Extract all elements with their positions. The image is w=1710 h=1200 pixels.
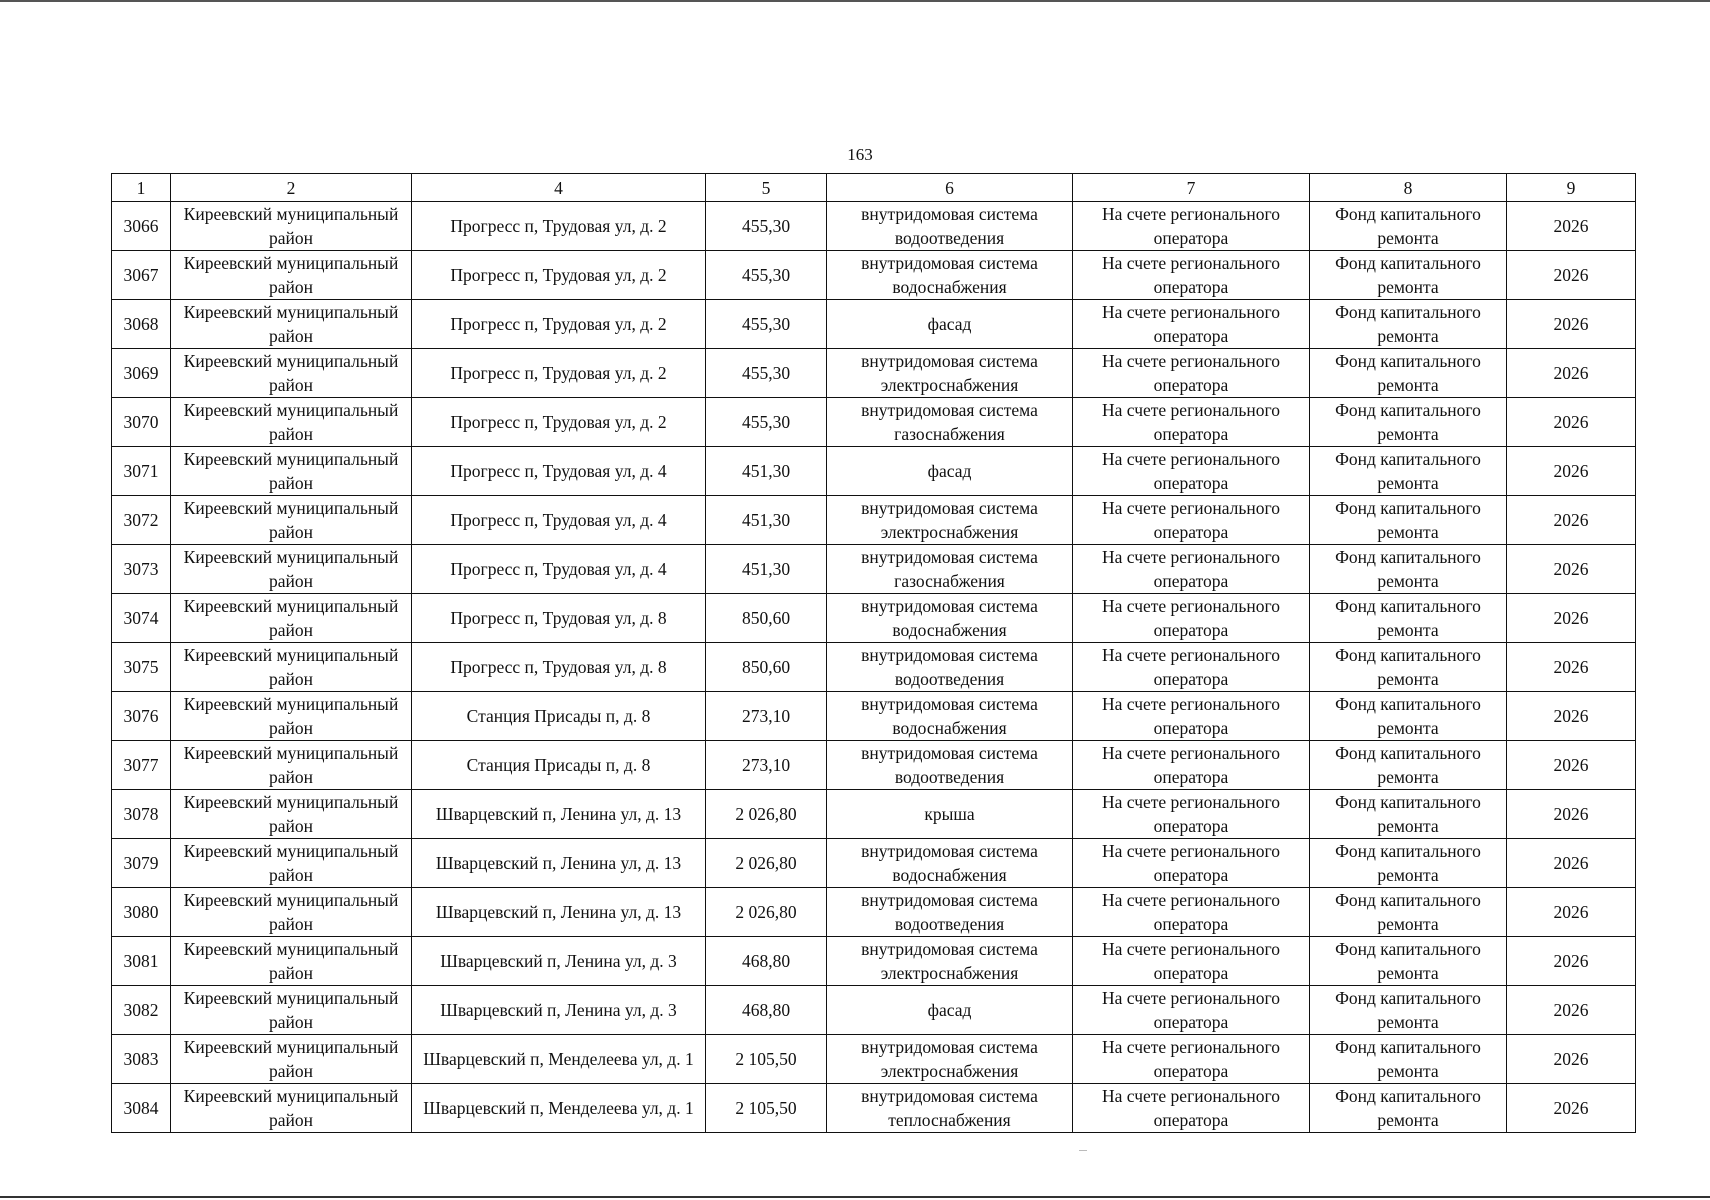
fund-location-cell: На счете регионального оператора xyxy=(1073,594,1310,643)
area-cell: 273,10 xyxy=(706,741,827,790)
table-row xyxy=(112,1084,1636,1133)
row-number-cell: 3076 xyxy=(112,692,171,741)
work-type-cell: внутридомовая система газоснабжения xyxy=(827,398,1073,447)
year-cell: 2026 xyxy=(1507,790,1636,839)
area-cell: 2 105,50 xyxy=(706,1084,827,1133)
district-cell: Киреевский муниципальный район xyxy=(171,594,412,643)
area-cell: 455,30 xyxy=(706,300,827,349)
fund-location-cell: На счете регионального оператора xyxy=(1073,643,1310,692)
row-number-cell: 3069 xyxy=(112,349,171,398)
funding-source-cell: Фонд капитального ремонта xyxy=(1310,202,1507,251)
year-cell: 2026 xyxy=(1507,447,1636,496)
header-cell: 9 xyxy=(1507,174,1636,202)
row-number-cell: 3067 xyxy=(112,251,171,300)
fund-location-cell: На счете регионального оператора xyxy=(1073,692,1310,741)
funding-source-cell: Фонд капитального ремонта xyxy=(1310,447,1507,496)
funding-source-cell: Фонд капитального ремонта xyxy=(1310,398,1507,447)
district-cell: Киреевский муниципальный район xyxy=(171,202,412,251)
fund-location-cell: На счете регионального оператора xyxy=(1073,888,1310,937)
year-cell: 2026 xyxy=(1507,692,1636,741)
work-type-cell: внутридомовая система водоснабжения xyxy=(827,692,1073,741)
table-row xyxy=(112,594,1636,643)
row-number-cell: 3073 xyxy=(112,545,171,594)
work-type-cell: внутридомовая система электроснабжения xyxy=(827,496,1073,545)
area-cell: 451,30 xyxy=(706,447,827,496)
row-number-cell: 3072 xyxy=(112,496,171,545)
area-cell: 2 105,50 xyxy=(706,1035,827,1084)
area-cell: 2 026,80 xyxy=(706,888,827,937)
fund-location-cell: На счете регионального оператора xyxy=(1073,447,1310,496)
funding-source-cell: Фонд капитального ремонта xyxy=(1310,888,1507,937)
district-cell: Киреевский муниципальный район xyxy=(171,692,412,741)
table-row xyxy=(112,692,1636,741)
work-type-cell: внутридомовая система водоснабжения xyxy=(827,839,1073,888)
address-cell: Прогресс п, Трудовая ул, д. 2 xyxy=(412,398,706,447)
address-cell: Прогресс п, Трудовая ул, д. 2 xyxy=(412,202,706,251)
funding-source-cell: Фонд капитального ремонта xyxy=(1310,790,1507,839)
address-cell: Шварцевский п, Менделеева ул, д. 1 xyxy=(412,1035,706,1084)
address-cell: Прогресс п, Трудовая ул, д. 4 xyxy=(412,447,706,496)
address-cell: Станция Присады п, д. 8 xyxy=(412,741,706,790)
address-cell: Шварцевский п, Менделеева ул, д. 1 xyxy=(412,1084,706,1133)
work-type-cell: внутридомовая система водоснабжения xyxy=(827,251,1073,300)
header-cell: 6 xyxy=(827,174,1073,202)
funding-source-cell: Фонд капитального ремонта xyxy=(1310,300,1507,349)
row-number-cell: 3082 xyxy=(112,986,171,1035)
header-cell: 7 xyxy=(1073,174,1310,202)
district-cell: Киреевский муниципальный район xyxy=(171,300,412,349)
header-cell: 1 xyxy=(112,174,171,202)
work-type-cell: внутридомовая система электроснабжения xyxy=(827,1035,1073,1084)
fund-location-cell: На счете регионального оператора xyxy=(1073,790,1310,839)
scan-bottom-edge xyxy=(0,1196,1710,1198)
year-cell: 2026 xyxy=(1507,741,1636,790)
work-type-cell: фасад xyxy=(827,300,1073,349)
work-type-cell: внутридомовая система водоотведения xyxy=(827,643,1073,692)
funding-source-cell: Фонд капитального ремонта xyxy=(1310,692,1507,741)
table-row xyxy=(112,447,1636,496)
funding-source-cell: Фонд капитального ремонта xyxy=(1310,594,1507,643)
work-type-cell: внутридомовая система электроснабжения xyxy=(827,349,1073,398)
funding-source-cell: Фонд капитального ремонта xyxy=(1310,1035,1507,1084)
address-cell: Шварцевский п, Ленина ул, д. 13 xyxy=(412,839,706,888)
address-cell: Прогресс п, Трудовая ул, д. 2 xyxy=(412,251,706,300)
area-cell: 2 026,80 xyxy=(706,790,827,839)
scan-artifact xyxy=(1079,1150,1087,1151)
district-cell: Киреевский муниципальный район xyxy=(171,986,412,1035)
row-number-cell: 3080 xyxy=(112,888,171,937)
work-type-cell: фасад xyxy=(827,986,1073,1035)
header-cell: 8 xyxy=(1310,174,1507,202)
address-cell: Шварцевский п, Ленина ул, д. 3 xyxy=(412,937,706,986)
year-cell: 2026 xyxy=(1507,888,1636,937)
header-row xyxy=(112,174,1636,202)
year-cell: 2026 xyxy=(1507,937,1636,986)
work-type-cell: внутридомовая система газоснабжения xyxy=(827,545,1073,594)
header-cell: 5 xyxy=(706,174,827,202)
row-number-cell: 3075 xyxy=(112,643,171,692)
page-number: 163 xyxy=(847,145,873,164)
funding-source-cell: Фонд капитального ремонта xyxy=(1310,839,1507,888)
area-cell: 451,30 xyxy=(706,545,827,594)
fund-location-cell: На счете регионального оператора xyxy=(1073,202,1310,251)
area-cell: 455,30 xyxy=(706,251,827,300)
area-cell: 455,30 xyxy=(706,349,827,398)
area-cell: 850,60 xyxy=(706,643,827,692)
funding-source-cell: Фонд капитального ремонта xyxy=(1310,251,1507,300)
address-cell: Станция Присады п, д. 8 xyxy=(412,692,706,741)
district-cell: Киреевский муниципальный район xyxy=(171,839,412,888)
row-number-cell: 3084 xyxy=(112,1084,171,1133)
fund-location-cell: На счете регионального оператора xyxy=(1073,545,1310,594)
area-cell: 468,80 xyxy=(706,986,827,1035)
year-cell: 2026 xyxy=(1507,300,1636,349)
year-cell: 2026 xyxy=(1507,1035,1636,1084)
address-cell: Прогресс п, Трудовая ул, д. 4 xyxy=(412,545,706,594)
district-cell: Киреевский муниципальный район xyxy=(171,349,412,398)
district-cell: Киреевский муниципальный район xyxy=(171,937,412,986)
header-cell: 4 xyxy=(412,174,706,202)
table-row xyxy=(112,202,1636,251)
area-cell: 455,30 xyxy=(706,202,827,251)
address-cell: Прогресс п, Трудовая ул, д. 8 xyxy=(412,594,706,643)
year-cell: 2026 xyxy=(1507,202,1636,251)
district-cell: Киреевский муниципальный район xyxy=(171,1084,412,1133)
address-cell: Прогресс п, Трудовая ул, д. 2 xyxy=(412,300,706,349)
work-type-cell: внутридомовая система теплоснабжения xyxy=(827,1084,1073,1133)
table-row xyxy=(112,643,1636,692)
district-cell: Киреевский муниципальный район xyxy=(171,1035,412,1084)
address-cell: Прогресс п, Трудовая ул, д. 2 xyxy=(412,349,706,398)
table-row xyxy=(112,888,1636,937)
district-cell: Киреевский муниципальный район xyxy=(171,251,412,300)
district-cell: Киреевский муниципальный район xyxy=(171,643,412,692)
year-cell: 2026 xyxy=(1507,251,1636,300)
table-row xyxy=(112,937,1636,986)
area-cell: 273,10 xyxy=(706,692,827,741)
row-number-cell: 3068 xyxy=(112,300,171,349)
area-cell: 455,30 xyxy=(706,398,827,447)
fund-location-cell: На счете регионального оператора xyxy=(1073,398,1310,447)
table-row xyxy=(112,839,1636,888)
row-number-cell: 3071 xyxy=(112,447,171,496)
table-row xyxy=(112,300,1636,349)
district-cell: Киреевский муниципальный район xyxy=(171,741,412,790)
funding-source-cell: Фонд капитального ремонта xyxy=(1310,741,1507,790)
address-cell: Шварцевский п, Ленина ул, д. 13 xyxy=(412,790,706,839)
area-cell: 2 026,80 xyxy=(706,839,827,888)
year-cell: 2026 xyxy=(1507,398,1636,447)
table-row xyxy=(112,741,1636,790)
row-number-cell: 3070 xyxy=(112,398,171,447)
fund-location-cell: На счете регионального оператора xyxy=(1073,741,1310,790)
row-number-cell: 3079 xyxy=(112,839,171,888)
row-number-cell: 3077 xyxy=(112,741,171,790)
funding-source-cell: Фонд капитального ремонта xyxy=(1310,545,1507,594)
fund-location-cell: На счете регионального оператора xyxy=(1073,986,1310,1035)
year-cell: 2026 xyxy=(1507,1084,1636,1133)
row-number-cell: 3066 xyxy=(112,202,171,251)
table-row xyxy=(112,496,1636,545)
fund-location-cell: На счете регионального оператора xyxy=(1073,300,1310,349)
district-cell: Киреевский муниципальный район xyxy=(171,790,412,839)
work-type-cell: фасад xyxy=(827,447,1073,496)
row-number-cell: 3078 xyxy=(112,790,171,839)
district-cell: Киреевский муниципальный район xyxy=(171,496,412,545)
fund-location-cell: На счете регионального оператора xyxy=(1073,839,1310,888)
address-cell: Шварцевский п, Ленина ул, д. 13 xyxy=(412,888,706,937)
district-cell: Киреевский муниципальный район xyxy=(171,888,412,937)
work-type-cell: внутридомовая система водоотведения xyxy=(827,202,1073,251)
year-cell: 2026 xyxy=(1507,643,1636,692)
row-number-cell: 3074 xyxy=(112,594,171,643)
work-type-cell: внутридомовая система водоснабжения xyxy=(827,594,1073,643)
funding-source-cell: Фонд капитального ремонта xyxy=(1310,986,1507,1035)
funding-source-cell: Фонд капитального ремонта xyxy=(1310,937,1507,986)
row-number-cell: 3081 xyxy=(112,937,171,986)
year-cell: 2026 xyxy=(1507,349,1636,398)
fund-location-cell: На счете регионального оператора xyxy=(1073,1084,1310,1133)
funding-source-cell: Фонд капитального ремонта xyxy=(1310,349,1507,398)
table-row xyxy=(112,986,1636,1035)
header-cell: 2 xyxy=(171,174,412,202)
district-cell: Киреевский муниципальный район xyxy=(171,398,412,447)
district-cell: Киреевский муниципальный район xyxy=(171,447,412,496)
work-type-cell: внутридомовая система электроснабжения xyxy=(827,937,1073,986)
table-row xyxy=(112,545,1636,594)
address-cell: Шварцевский п, Ленина ул, д. 3 xyxy=(412,986,706,1035)
work-type-cell: внутридомовая система водоотведения xyxy=(827,741,1073,790)
register-table xyxy=(111,173,1636,1133)
fund-location-cell: На счете регионального оператора xyxy=(1073,251,1310,300)
row-number-cell: 3083 xyxy=(112,1035,171,1084)
table-row xyxy=(112,1035,1636,1084)
year-cell: 2026 xyxy=(1507,545,1636,594)
area-cell: 468,80 xyxy=(706,937,827,986)
table-row xyxy=(112,251,1636,300)
table-row xyxy=(112,790,1636,839)
fund-location-cell: На счете регионального оператора xyxy=(1073,349,1310,398)
fund-location-cell: На счете регионального оператора xyxy=(1073,1035,1310,1084)
fund-location-cell: На счете регионального оператора xyxy=(1073,937,1310,986)
work-type-cell: крыша xyxy=(827,790,1073,839)
work-type-cell: внутридомовая система водоотведения xyxy=(827,888,1073,937)
area-cell: 850,60 xyxy=(706,594,827,643)
year-cell: 2026 xyxy=(1507,594,1636,643)
year-cell: 2026 xyxy=(1507,496,1636,545)
table-row xyxy=(112,398,1636,447)
table-body xyxy=(112,174,1636,1133)
address-cell: Прогресс п, Трудовая ул, д. 8 xyxy=(412,643,706,692)
scan-top-edge xyxy=(0,0,1710,2)
year-cell: 2026 xyxy=(1507,839,1636,888)
funding-source-cell: Фонд капитального ремонта xyxy=(1310,496,1507,545)
table-row xyxy=(112,349,1636,398)
fund-location-cell: На счете регионального оператора xyxy=(1073,496,1310,545)
area-cell: 451,30 xyxy=(706,496,827,545)
funding-source-cell: Фонд капитального ремонта xyxy=(1310,643,1507,692)
year-cell: 2026 xyxy=(1507,986,1636,1035)
funding-source-cell: Фонд капитального ремонта xyxy=(1310,1084,1507,1133)
address-cell: Прогресс п, Трудовая ул, д. 4 xyxy=(412,496,706,545)
district-cell: Киреевский муниципальный район xyxy=(171,545,412,594)
